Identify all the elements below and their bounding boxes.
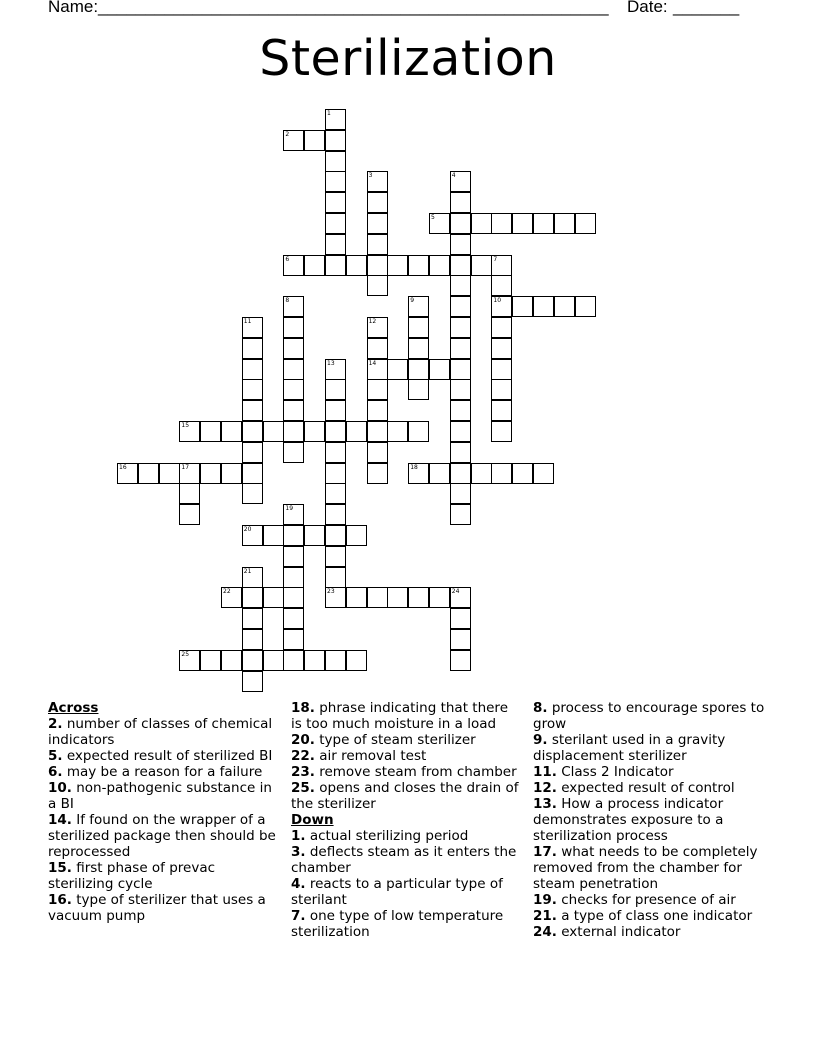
clue-heading: Down — [291, 812, 334, 828]
grid-cell[interactable] — [263, 421, 284, 442]
clue-item-text: non-pathogenic substance in a BI — [48, 780, 272, 812]
grid-cell[interactable] — [491, 338, 512, 359]
clue-number: 6 — [285, 255, 290, 263]
clue-item-text: type of steam sterilizer — [314, 732, 476, 748]
grid-cell[interactable] — [491, 400, 512, 421]
clue-item — [291, 844, 523, 876]
grid-cell[interactable] — [325, 151, 346, 172]
clue-item — [48, 764, 280, 780]
grid-cell[interactable] — [242, 671, 263, 692]
grid-cell[interactable] — [512, 296, 533, 317]
clue-item-number: 13. — [533, 796, 557, 812]
grid-cell[interactable] — [512, 213, 533, 234]
clue-item — [291, 764, 523, 780]
clue-item-number: 14. — [48, 812, 72, 828]
clue-number: 23 — [327, 588, 335, 596]
clue-number: 5 — [431, 214, 435, 221]
grid-cell[interactable] — [533, 463, 554, 484]
grid-cell[interactable] — [367, 192, 388, 213]
clue-number: 18 — [410, 463, 418, 471]
grid-cell[interactable] — [450, 463, 471, 484]
grid-cell[interactable] — [491, 317, 512, 338]
grid-cell[interactable] — [429, 213, 450, 234]
clue-item-text: If found on the wrapper of a sterilized package then should be reprocessed — [48, 812, 276, 860]
grid-cell[interactable] — [367, 338, 388, 359]
grid-cell[interactable] — [263, 525, 284, 546]
clue-number: 24 — [451, 588, 460, 596]
grid-cell[interactable] — [325, 234, 346, 255]
grid-cell[interactable] — [263, 650, 284, 671]
grid-cell[interactable] — [221, 463, 242, 484]
grid-cell[interactable] — [346, 650, 367, 671]
clue-item — [48, 780, 280, 812]
grid-cell[interactable] — [283, 546, 304, 567]
grid-cell[interactable] — [450, 192, 471, 213]
grid-cell[interactable] — [304, 130, 325, 151]
grid-cell[interactable] — [429, 463, 450, 484]
grid-cell[interactable] — [283, 525, 304, 546]
clue-item — [291, 748, 523, 764]
clue-number: 25 — [181, 650, 190, 658]
grid-cell[interactable] — [450, 255, 471, 276]
clue-item-text: opens and closes the drain of the sterilizer — [291, 780, 519, 812]
clue-item-text: process to encourage spores to grow — [533, 700, 765, 732]
clue-item-text: remove steam from chamber — [314, 764, 517, 780]
grid-cell[interactable] — [325, 421, 346, 442]
grid-cell[interactable] — [242, 587, 263, 608]
grid-cell[interactable] — [283, 629, 304, 650]
clue-item-text: expected result of sterilized BI — [62, 748, 273, 764]
grid-cell[interactable] — [450, 338, 471, 359]
grid-cell[interactable] — [242, 525, 263, 546]
grid-cell[interactable] — [200, 421, 221, 442]
grid-cell[interactable] — [367, 275, 388, 296]
clue-item — [291, 908, 523, 940]
grid-cell[interactable] — [554, 296, 575, 317]
clue-number: 7 — [493, 255, 498, 263]
date-blank[interactable]: _______ — [673, 0, 740, 16]
clue-item-text: first phase of prevac sterilizing cycle — [48, 860, 216, 892]
grid-cell[interactable] — [242, 608, 263, 629]
grid-cell[interactable] — [242, 338, 263, 359]
clue-number: 9 — [410, 297, 415, 305]
grid-cell[interactable] — [325, 192, 346, 213]
grid-cell[interactable] — [367, 171, 388, 192]
grid-cell[interactable] — [159, 463, 180, 484]
grid-cell[interactable] — [179, 483, 200, 504]
grid-cell[interactable] — [450, 400, 471, 421]
clue-item-number: 20. — [291, 732, 315, 748]
clue-number: 10 — [493, 297, 502, 305]
clue-item-text: expected result of control — [556, 780, 735, 796]
grid-cell[interactable] — [346, 255, 367, 276]
grid-cell[interactable] — [325, 213, 346, 234]
clues-column-1 — [48, 700, 280, 924]
clue-item — [48, 892, 280, 924]
name-blank[interactable]: ______________________________________________________ — [98, 0, 609, 16]
grid-cell[interactable] — [283, 608, 304, 629]
clue-item-number: 10. — [48, 780, 72, 796]
clue-number: 22 — [223, 588, 231, 596]
grid-cell[interactable] — [304, 255, 325, 276]
grid-cell[interactable] — [471, 255, 492, 276]
grid-cell[interactable] — [179, 504, 200, 525]
grid-cell[interactable] — [450, 213, 471, 234]
grid-cell[interactable] — [242, 629, 263, 650]
grid-cell[interactable] — [450, 234, 471, 255]
clue-heading: Across — [48, 700, 99, 716]
grid-cell[interactable] — [408, 587, 429, 608]
grid-cell[interactable] — [200, 650, 221, 671]
grid-cell[interactable] — [450, 587, 471, 608]
grid-cell[interactable] — [221, 421, 242, 442]
grid-cell[interactable] — [491, 421, 512, 442]
clue-item-number: 11. — [533, 764, 557, 780]
grid-cell[interactable] — [367, 442, 388, 463]
grid-cell[interactable] — [450, 650, 471, 671]
clues-column-2 — [291, 700, 523, 940]
grid-cell[interactable] — [346, 587, 367, 608]
clue-number: 1 — [327, 110, 331, 117]
clue-item — [48, 812, 280, 860]
clue-item-number: 22. — [291, 748, 315, 764]
grid-cell[interactable] — [242, 483, 263, 504]
grid-cell[interactable] — [325, 109, 346, 130]
clue-number: 21 — [243, 567, 252, 575]
clue-item — [533, 908, 773, 924]
grid-cell[interactable] — [242, 567, 263, 588]
grid-cell[interactable] — [429, 359, 450, 380]
grid-cell[interactable] — [221, 650, 242, 671]
clue-item — [48, 748, 280, 764]
grid-cell[interactable] — [346, 421, 367, 442]
clue-item — [533, 892, 773, 908]
grid-cell[interactable] — [450, 379, 471, 400]
grid-cell[interactable] — [346, 525, 367, 546]
clue-item — [48, 860, 280, 892]
grid-cell[interactable] — [283, 421, 304, 442]
grid-cell[interactable] — [242, 421, 263, 442]
clues-column-3 — [533, 700, 773, 940]
grid-cell[interactable] — [408, 379, 429, 400]
grid-cell[interactable] — [325, 546, 346, 567]
grid-cell[interactable] — [429, 587, 450, 608]
grid-cell[interactable] — [242, 442, 263, 463]
grid-cell[interactable] — [283, 130, 304, 151]
clue-item-text: phrase indicating that there is too much moisture in a load — [291, 700, 508, 732]
clue-item — [533, 764, 773, 780]
clue-item — [533, 924, 773, 940]
clue-number: 19 — [285, 505, 294, 513]
grid-cell[interactable] — [450, 629, 471, 650]
grid-cell[interactable] — [325, 130, 346, 151]
grid-cell[interactable] — [491, 379, 512, 400]
grid-cell[interactable] — [575, 296, 596, 317]
clue-number: 12 — [368, 318, 377, 325]
clue-item-text: a type of class one indicator — [556, 908, 753, 924]
grid-cell[interactable] — [179, 650, 200, 671]
grid-cell[interactable] — [283, 317, 304, 338]
grid-cell[interactable] — [387, 421, 408, 442]
clue-number: 11 — [243, 318, 252, 325]
clue-item-number: 21. — [533, 908, 557, 924]
grid-cell[interactable] — [450, 608, 471, 629]
grid-cell[interactable] — [408, 338, 429, 359]
clue-item-text: reacts to a particular type of sterilant — [291, 876, 503, 908]
clue-number: 15 — [181, 422, 190, 429]
grid-cell[interactable] — [325, 379, 346, 400]
clue-item-number: 7. — [291, 908, 306, 924]
grid-cell[interactable] — [200, 463, 221, 484]
grid-cell[interactable] — [491, 296, 512, 317]
grid-cell[interactable] — [367, 400, 388, 421]
grid-cell[interactable] — [325, 171, 346, 192]
grid-cell[interactable] — [471, 213, 492, 234]
grid-cell[interactable] — [450, 317, 471, 338]
clue-item-text: sterilant used in a gravity displacement sterilizer — [533, 732, 726, 764]
clue-number: 17 — [181, 463, 190, 471]
clue-item-number: 6. — [48, 764, 63, 780]
grid-cell[interactable] — [408, 255, 429, 276]
grid-cell[interactable] — [325, 442, 346, 463]
grid-cell[interactable] — [367, 421, 388, 442]
clue-item-text: Class 2 Indicator — [556, 764, 674, 780]
grid-cell[interactable] — [387, 255, 408, 276]
grid-cell[interactable] — [304, 421, 325, 442]
grid-cell[interactable] — [367, 213, 388, 234]
clue-item-number: 18. — [291, 700, 315, 716]
grid-cell[interactable] — [491, 213, 512, 234]
clue-item-number: 16. — [48, 892, 72, 908]
clue-item — [533, 780, 773, 796]
grid-cell[interactable] — [283, 650, 304, 671]
clue-item — [533, 844, 773, 892]
grid-cell[interactable] — [512, 463, 533, 484]
grid-cell[interactable] — [491, 463, 512, 484]
date-label: Date: — [627, 0, 668, 16]
clue-item — [291, 780, 523, 812]
clue-item-text: deflects steam as it enters the chamber — [291, 844, 517, 876]
grid-cell[interactable] — [387, 587, 408, 608]
grid-cell[interactable] — [367, 317, 388, 338]
clue-item-number: 3. — [291, 844, 306, 860]
grid-cell[interactable] — [304, 525, 325, 546]
clue-item-number: 1. — [291, 828, 306, 844]
clue-item — [291, 828, 523, 844]
grid-cell[interactable] — [533, 213, 554, 234]
clue-item-text: checks for presence of air — [556, 892, 736, 908]
clue-item-number: 4. — [291, 876, 306, 892]
clue-number: 3 — [368, 172, 373, 180]
grid-cell[interactable] — [242, 650, 263, 671]
clue-item-number: 2. — [48, 716, 63, 732]
clue-item — [291, 732, 523, 748]
clue-item — [291, 876, 523, 908]
grid-cell[interactable] — [450, 442, 471, 463]
grid-cell[interactable] — [491, 255, 512, 276]
clue-number: 13 — [327, 359, 335, 367]
name-label: Name: — [48, 0, 99, 16]
grid-cell[interactable] — [304, 650, 325, 671]
clue-item-number: 5. — [48, 748, 63, 764]
grid-cell[interactable] — [325, 567, 346, 588]
grid-cell[interactable] — [450, 421, 471, 442]
clue-number: 4 — [451, 172, 456, 180]
grid-cell[interactable] — [325, 359, 346, 380]
clue-item-number: 12. — [533, 780, 557, 796]
grid-cell[interactable] — [408, 421, 429, 442]
grid-cell[interactable] — [283, 567, 304, 588]
clue-item — [48, 716, 280, 748]
grid-cell[interactable] — [283, 359, 304, 380]
grid-cell[interactable] — [325, 650, 346, 671]
grid-cell[interactable] — [242, 317, 263, 338]
grid-cell[interactable] — [450, 483, 471, 504]
grid-cell[interactable] — [408, 296, 429, 317]
clue-item — [533, 732, 773, 764]
grid-cell[interactable] — [387, 359, 408, 380]
clue-item-text: what needs to be completely removed from the chamber for steam penetration — [533, 844, 758, 892]
grid-cell[interactable] — [367, 587, 388, 608]
grid-cell[interactable] — [325, 525, 346, 546]
clue-item-number: 8. — [533, 700, 548, 716]
clue-number: 14 — [368, 359, 377, 367]
clue-item-text: air removal test — [314, 748, 427, 764]
clue-item — [291, 700, 523, 732]
grid-cell[interactable] — [450, 504, 471, 525]
clue-item-text: actual sterilizing period — [305, 828, 469, 844]
grid-cell[interactable] — [325, 463, 346, 484]
grid-cell[interactable] — [491, 275, 512, 296]
grid-cell[interactable] — [325, 255, 346, 276]
grid-cell[interactable] — [450, 296, 471, 317]
grid-cell[interactable] — [408, 463, 429, 484]
grid-cell[interactable] — [450, 359, 471, 380]
grid-cell[interactable] — [367, 463, 388, 484]
grid-cell[interactable] — [325, 400, 346, 421]
grid-cell[interactable] — [283, 587, 304, 608]
grid-cell[interactable] — [491, 359, 512, 380]
clue-item-number: 17. — [533, 844, 557, 860]
clue-number: 20 — [243, 526, 252, 533]
grid-cell[interactable] — [242, 359, 263, 380]
grid-cell[interactable] — [325, 504, 346, 525]
clue-item-text: number of classes of chemical indicators — [48, 716, 273, 748]
clue-number: 2 — [285, 130, 290, 138]
clue-item-text: external indicator — [556, 924, 681, 940]
grid-cell[interactable] — [283, 504, 304, 525]
grid-cell[interactable] — [325, 587, 346, 608]
clue-number: 16 — [119, 463, 127, 471]
grid-cell[interactable] — [117, 463, 138, 484]
grid-cell[interactable] — [283, 400, 304, 421]
grid-cell[interactable] — [263, 587, 284, 608]
grid-cell[interactable] — [325, 483, 346, 504]
grid-cell[interactable] — [533, 296, 554, 317]
grid-cell[interactable] — [242, 463, 263, 484]
grid-cell[interactable] — [367, 379, 388, 400]
clue-item-text: may be a reason for a failure — [62, 764, 263, 780]
grid-cell[interactable] — [429, 255, 450, 276]
clue-item-text: How a process indicator demonstrates exposure to a sterilization process — [533, 796, 724, 844]
grid-cell[interactable] — [283, 379, 304, 400]
grid-cell[interactable] — [367, 234, 388, 255]
clue-item-text: type of sterilizer that uses a vacuum pump — [48, 892, 266, 924]
clue-item-number: 24. — [533, 924, 557, 940]
page-title: Sterilization — [259, 30, 557, 87]
grid-cell[interactable] — [367, 255, 388, 276]
clue-item-number: 23. — [291, 764, 315, 780]
grid-cell[interactable] — [450, 275, 471, 296]
grid-cell[interactable] — [554, 213, 575, 234]
clue-item — [533, 796, 773, 844]
grid-cell[interactable] — [575, 213, 596, 234]
clue-number: 8 — [285, 297, 290, 305]
grid-cell[interactable] — [283, 255, 304, 276]
grid-cell[interactable] — [367, 359, 388, 380]
grid-cell[interactable] — [242, 400, 263, 421]
grid-cell[interactable] — [242, 379, 263, 400]
clue-item-text: one type of low temperature sterilization — [291, 908, 504, 940]
grid-cell[interactable] — [221, 587, 242, 608]
clue-item-number: 15. — [48, 860, 72, 876]
grid-cell[interactable] — [138, 463, 159, 484]
grid-cell[interactable] — [283, 442, 304, 463]
clue-item-number: 9. — [533, 732, 548, 748]
clue-item-number: 19. — [533, 892, 557, 908]
grid-cell[interactable] — [283, 338, 304, 359]
grid-cell[interactable] — [450, 171, 471, 192]
clue-item-number: 25. — [291, 780, 315, 796]
grid-cell[interactable] — [283, 296, 304, 317]
grid-cell[interactable] — [179, 463, 200, 484]
grid-cell[interactable] — [408, 359, 429, 380]
grid-cell[interactable] — [408, 317, 429, 338]
grid-cell[interactable] — [179, 421, 200, 442]
clue-item — [533, 700, 773, 732]
grid-cell[interactable] — [471, 463, 492, 484]
